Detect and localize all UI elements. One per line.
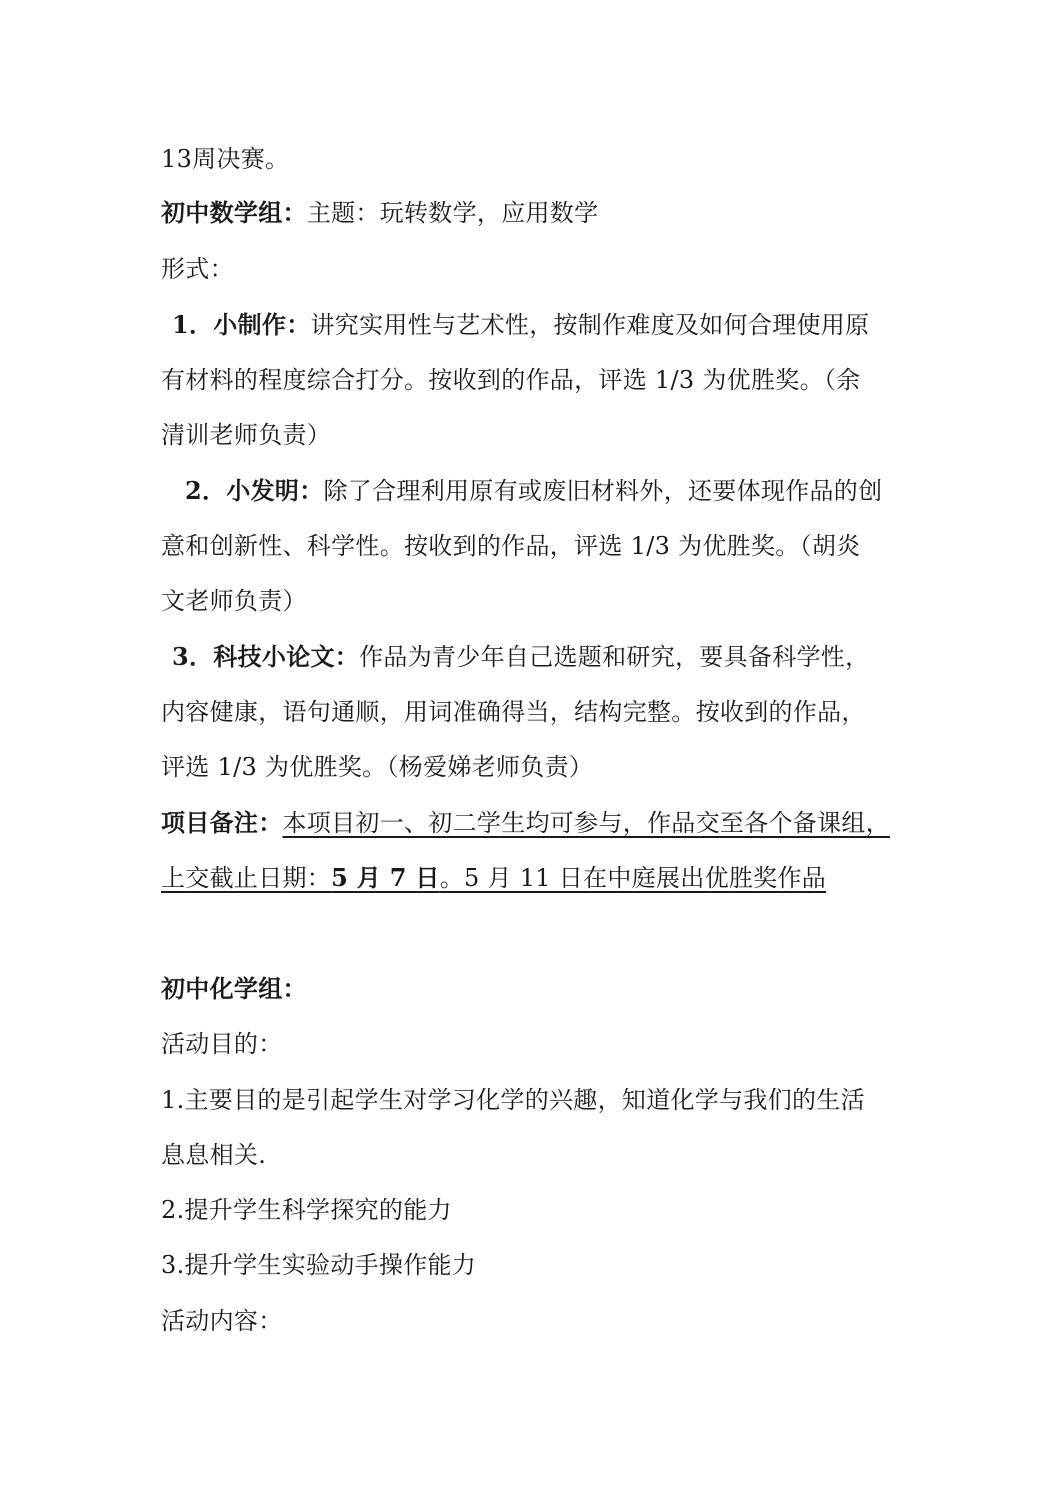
purpose-2 [161,1195,452,1225]
purpose-label [161,1029,283,1059]
math-group-line [161,198,598,228]
purpose-1-line-a [161,1085,865,1115]
text: 意和创新性、科学性。按收到的作品，评选 1/3 为优胜奖。（胡炎 [161,532,861,560]
text: 活动目的： [161,1030,283,1058]
text: 息息相关. [161,1141,267,1169]
text: 3.提升学生实验动手操作能力 [161,1251,477,1279]
chemistry-group-heading [161,974,307,1004]
text: 初中化学组： [161,974,307,1003]
text: 形式： [161,255,234,283]
project-note-line-a [161,808,890,838]
text-line-week13 [161,144,289,174]
form-label [161,254,234,284]
text: 内容健康，语句通顺，用词准确得当，结构完整。按收到的作品， [161,698,866,726]
item1-title: 1．小制作： [172,310,311,339]
project-note-line-b [161,863,826,893]
item2-line-a [185,476,882,506]
item3-line-a [172,642,869,672]
content-label [161,1306,283,1336]
deadline-date: 5 月 7 日 [331,863,440,892]
item3-text: 作品为青少年自己选题和研究，要具备科学性， [359,643,870,671]
project-note-text: 本项目初一、初二学生均可参与，作品交至各个备课组， [282,809,890,837]
item1-line-a [172,310,869,340]
text: 清训老师负责） [161,421,332,449]
text: 2.提升学生科学探究的能力 [161,1196,452,1224]
item1-text: 讲究实用性与艺术性，按制作难度及如何合理使用原 [310,311,870,339]
item2-text: 除了合理利用原有或废旧材料外，还要体现作品的创 [323,477,883,505]
purpose-1-line-b [161,1140,266,1170]
item1-line-c [161,420,331,450]
item1-line-b [161,365,860,395]
text: 活动内容： [161,1307,283,1335]
purpose-3 [161,1250,476,1280]
project-note-label: 项目备注： [161,808,283,837]
item3-title: 3．科技小论文： [172,642,360,671]
text: 1.主要目的是引起学生对学习化学的兴趣，知道化学与我们的生活 [161,1086,865,1114]
text: 文老师负责） [161,587,307,615]
item3-line-b [161,697,866,727]
text: 上交截止日期： [161,864,332,892]
math-theme: 主题：玩转数学，应用数学 [306,199,599,227]
text: 有材料的程度综合打分。按收到的作品，评选 1/3 为优胜奖。（余 [161,366,861,394]
math-group-heading: 初中数学组： [161,198,307,227]
text: 评选 1/3 为优胜奖。（杨爱娣老师负责） [161,753,594,781]
text: 13周决赛。 [161,145,290,173]
item3-line-c [161,752,593,782]
item2-line-c [161,586,307,616]
item2-title: 2．小发明： [185,476,324,505]
text: 。5 月 11 日在中庭展出优胜奖作品 [439,864,827,892]
item2-line-b [161,531,860,561]
